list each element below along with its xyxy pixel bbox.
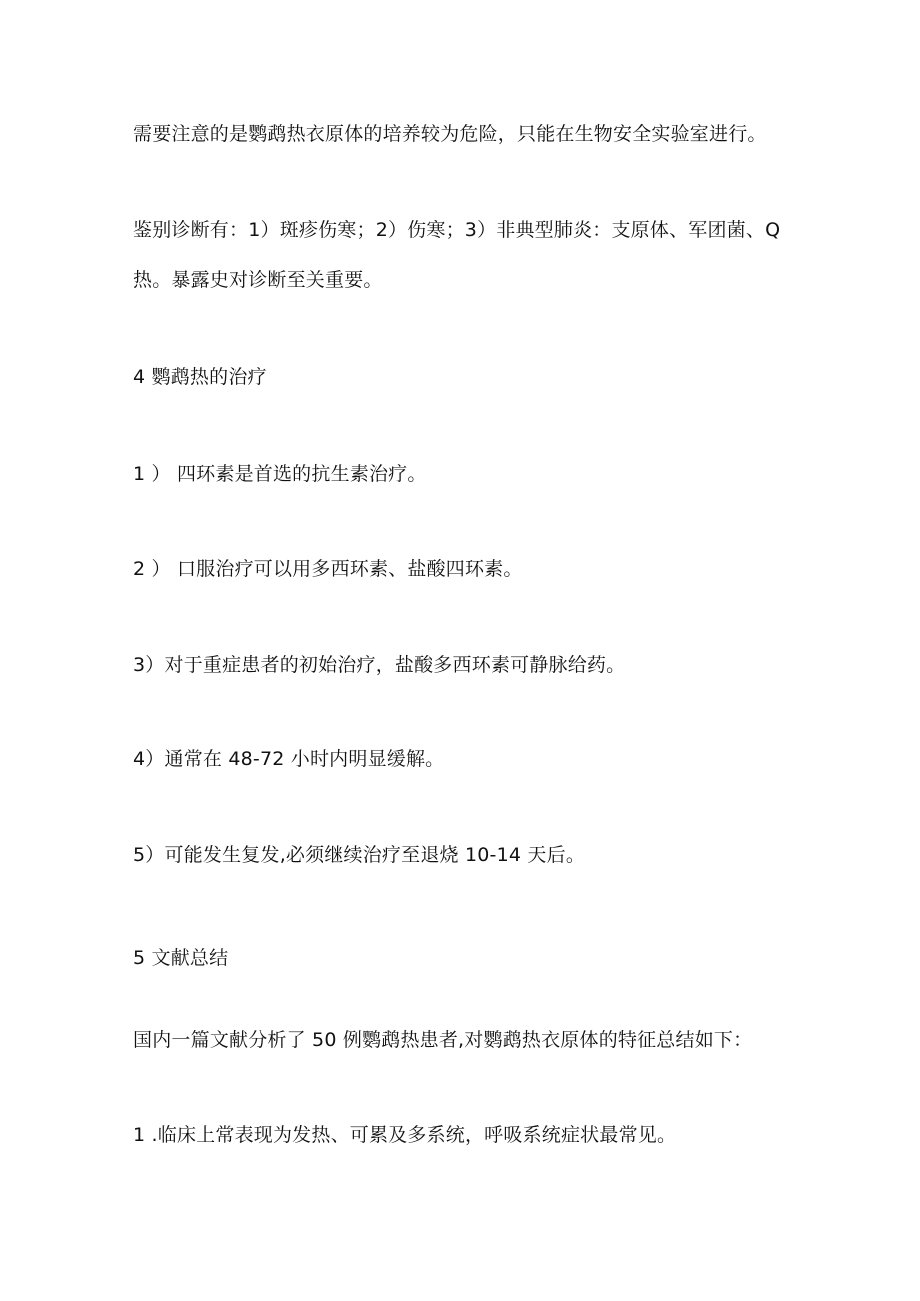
paragraph-differential-diagnosis: 鉴别诊断有：1）斑疹伤寒；2）伤寒；3）非典型肺炎：支原体、军团菌、Q — [133, 219, 781, 241]
paragraph-culture-risk: 需要注意的是鹦鹉热衣原体的培养较为危险，只能在生物安全实验室进行。 — [133, 123, 767, 145]
list-item-treatment-2: 2 ） 口服治疗可以用多西环素、盐酸四环素。 — [133, 558, 523, 580]
list-item-treatment-1: 1 ） 四环素是首选的抗生素治疗。 — [133, 463, 427, 485]
heading-literature-summary: 5 文献总结 — [133, 947, 229, 969]
list-item-summary-1: 1 .临床上常表现为发热、可累及多系统，呼吸系统症状最常见。 — [133, 1124, 677, 1146]
paragraph-differential-diagnosis-cont: 热。暴露史对诊断至关重要。 — [133, 269, 383, 291]
list-item-treatment-4: 4）通常在 48-72 小时内明显缓解。 — [133, 748, 445, 770]
list-item-treatment-3: 3）对于重症患者的初始治疗，盐酸多西环素可静脉给药。 — [133, 654, 626, 676]
paragraph-literature-intro: 国内一篇文献分析了 50 例鹦鹉热患者,对鹦鹉热衣原体的特征总结如下： — [133, 1029, 753, 1051]
list-item-treatment-5: 5）可能发生复发,必须继续治疗至退烧 10-14 天后。 — [133, 844, 586, 866]
heading-treatment: 4 鹦鹉热的治疗 — [133, 366, 267, 388]
